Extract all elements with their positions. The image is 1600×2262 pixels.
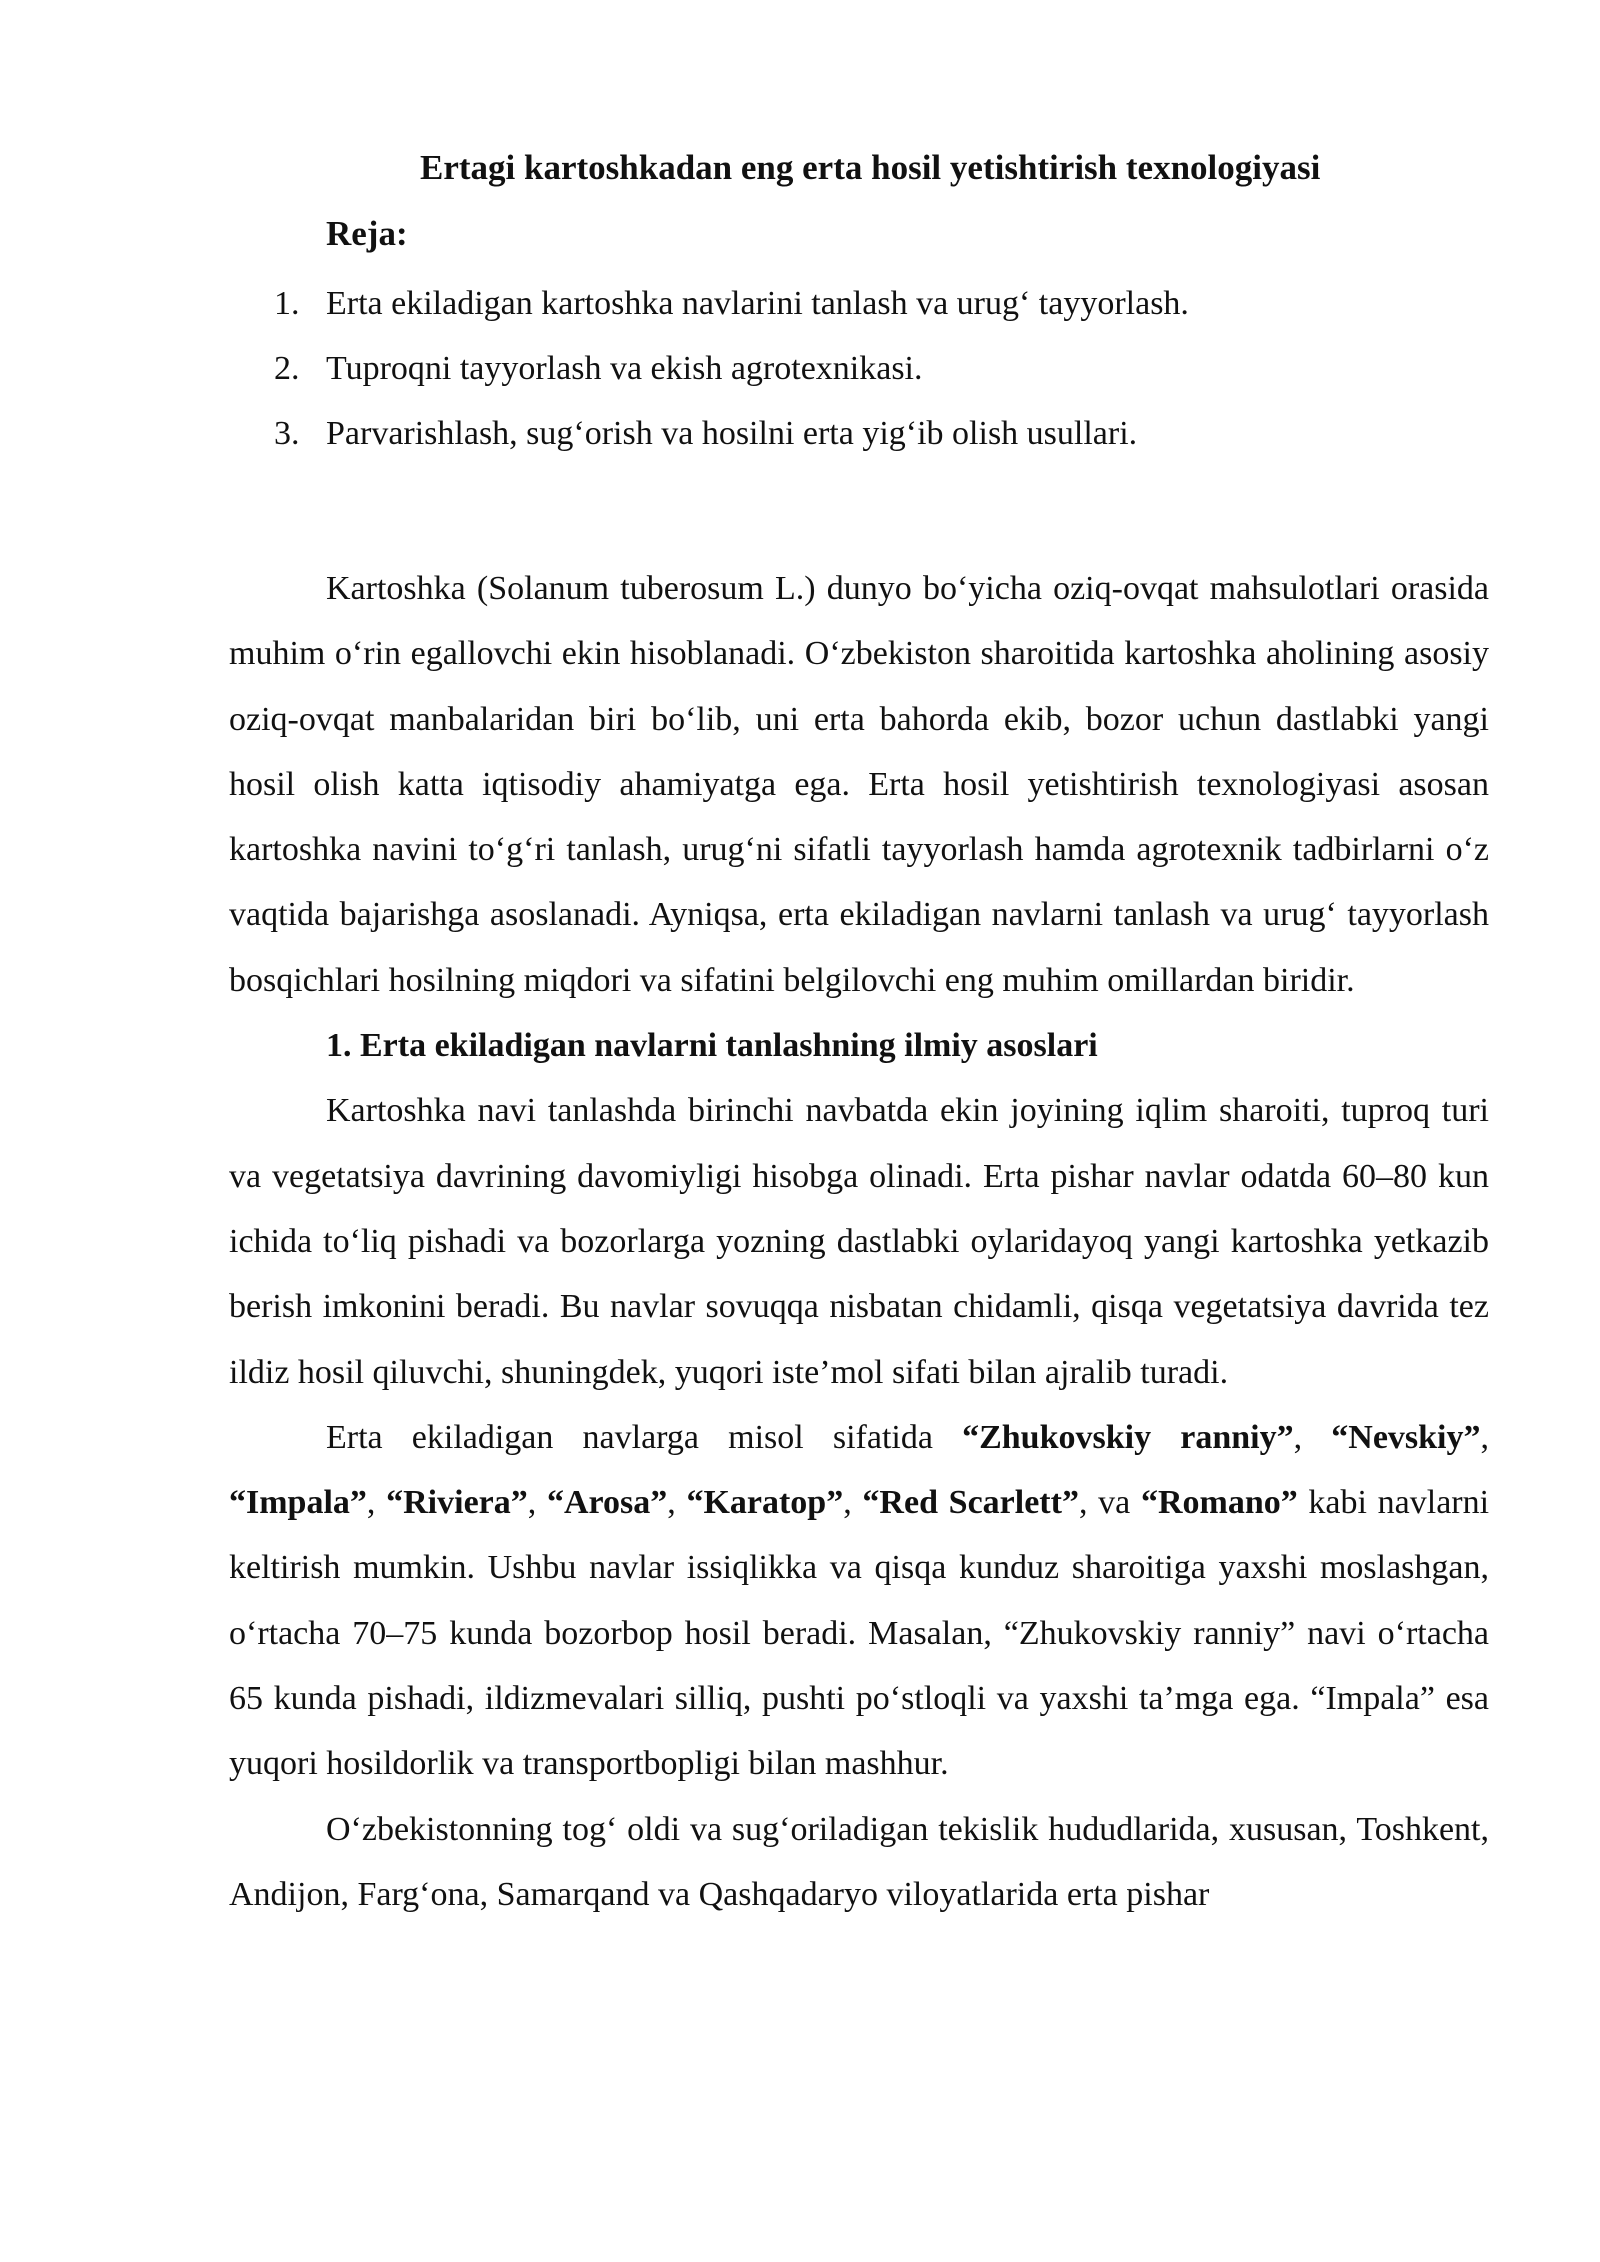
plan-list — [274, 280, 1189, 475]
variety-name: “Riviera” — [386, 1484, 528, 1522]
plan-item-text: Tuproqni tayyorlash va ekish agrotexnikasi. — [326, 350, 923, 387]
plan-item — [274, 280, 1189, 345]
variety-name: “Nevskiy” — [1331, 1418, 1481, 1456]
plan-item-text: Erta ekiladigan kartoshka navlarini tanlash va urug‘ tayyorlash. — [326, 285, 1189, 322]
separator: , — [527, 1484, 547, 1522]
document-body — [229, 556, 1489, 1927]
section-heading: 1. Erta ekiladigan navlarni tanlashning ilmiy asoslari — [326, 1027, 1098, 1065]
plan-item — [274, 410, 1189, 475]
separator: , — [366, 1484, 387, 1522]
variety-name: “Karatop” — [686, 1484, 844, 1522]
plan-heading: Reja: — [326, 214, 408, 253]
separator: , va — [1078, 1484, 1141, 1522]
plan-item-text: Parvarishlash, sug‘orish va hosilni erta yig‘ib olish usullari. — [326, 415, 1138, 452]
separator: , — [1480, 1418, 1489, 1456]
document-title: Ertagi kartoshkadan eng erta hosil yetishtirish texnologiyasi — [420, 148, 1321, 187]
separator: , — [667, 1484, 687, 1522]
body-paragraph: O‘zbekistonning tog‘ oldi va sug‘oriladigan tekislik hududlarida, xususan, Toshkent, Andijon, Farg‘ona, Samarqand va Qashqadaryo viloyatlarida erta pishar — [229, 1810, 1489, 1913]
paragraph-lead: Erta ekiladigan navlarga misol sifatida — [326, 1418, 963, 1456]
variety-name: “Zhukovskiy ranniy” — [962, 1418, 1294, 1456]
plan-item-number: 3. — [274, 415, 300, 452]
paragraph-tail: kabi navlarni keltirish mumkin. Ushbu navlar issiqlikka va qisqa kunduz sharoitiga yaxshi moslashgan, o‘rtacha 70–75 kunda bozorbop hosil beradi. Masalan, “Zhukovskiy ranniy” navi o‘rtacha 65 kunda pishadi, ildizmevalari silliq, pushti po‘stloqli va yaxshi ta’mga ega. “Impala” esa yuqori hosildorlik va transportbopligi bilan mashhur. — [229, 1484, 1490, 1783]
plan-item-number: 2. — [274, 350, 300, 387]
variety-name: “Impala” — [229, 1484, 367, 1522]
intro-paragraph: Kartoshka (Solanum tuberosum L.) dunyo bo‘yicha oziq-ovqat mahsulotlari orasida muhim o‘rin egallovchi ekin hisoblanadi. O‘zbekiston sharoitida kartoshka aholining asosiy oziq-ovqat manbalaridan biri bo‘lib, uni erta bahorda ekib, bozor uchun dastlabki yangi hosil olish katta iqtisodiy ahamiyatga ega. Erta hosil yetishtirish texnologiyasi asosan kartoshka navini to‘g‘ri tanlash, urug‘ni sifatli tayyorlash hamda agrotexnik tadbirlarni o‘z vaqtida bajarishga asoslanadi. Ayniqsa, erta ekiladigan navlarni tanlash va urug‘ tayyorlash bosqichlari hosilning miqdori va sifatini belgilovchi eng muhim omillardan biridir. — [229, 570, 1489, 999]
variety-paragraph — [229, 1405, 1489, 1797]
variety-name: “Red Scarlett” — [862, 1484, 1079, 1522]
variety-name: “Arosa” — [546, 1484, 668, 1522]
separator: , — [843, 1484, 863, 1522]
variety-name: “Romano” — [1140, 1484, 1298, 1522]
separator: , — [1293, 1418, 1332, 1456]
body-paragraph: Kartoshka navi tanlashda birinchi navbatda ekin joyining iqlim sharoiti, tuproq turi va vegetatsiya davrining davomiyligi hisobga olinadi. Erta pishar navlar odatda 60–80 kun ichida to‘liq pishadi va bozorlarga yozning dastlabki oylaridayoq yangi kartoshka yetkazib berish imkonini beradi. Bu navlar sovuqqa nisbatan chidamli, qisqa vegetatsiya davrida tez ildiz hosil qiluvchi, shuningdek, yuqori iste’mol sifati bilan ajralib turadi. — [229, 1092, 1489, 1391]
plan-item — [274, 345, 1189, 410]
plan-item-number: 1. — [274, 285, 300, 322]
